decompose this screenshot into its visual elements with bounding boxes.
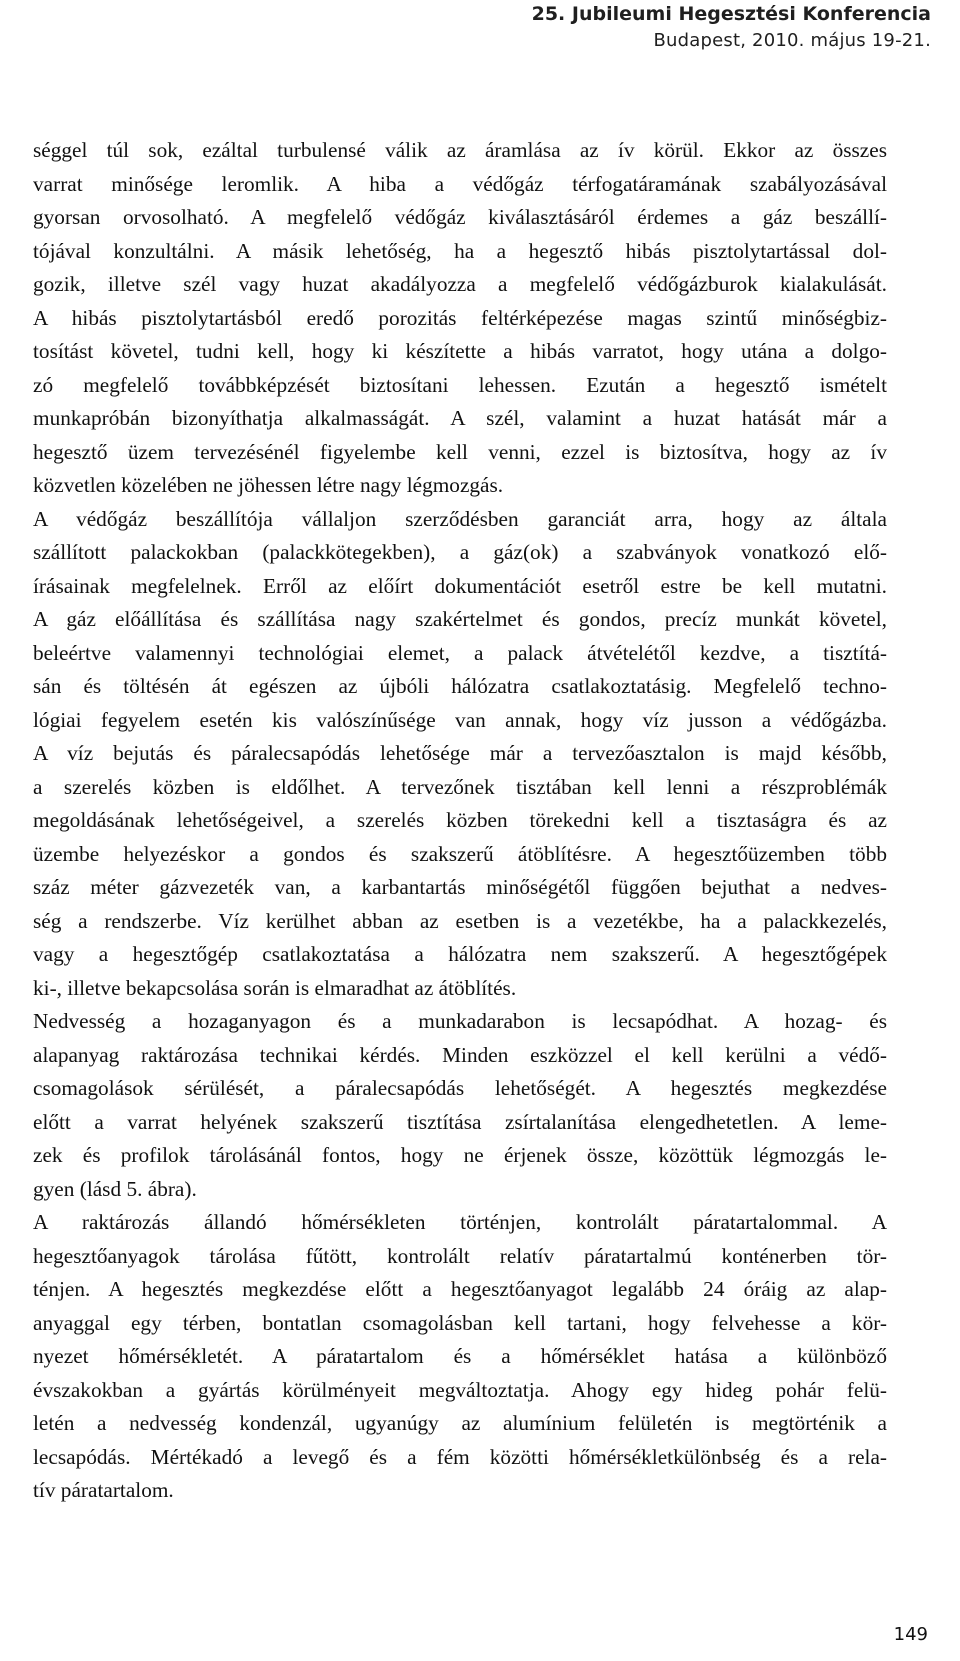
text-line: nyezet hőmérsékletét. A páratartalom és a hőmérséklet hatása a különböző — [33, 1344, 887, 1368]
text-line: anyaggal egy térben, bontatlan csomagolásban kell tartani, hogy felvehesse a kör- — [33, 1310, 887, 1335]
text-line: tív páratartalom. — [33, 1478, 174, 1502]
text-line: munkapróbán bizonyíthatja alkalmasságát. A szél, valamint a huzat hatását már a — [33, 406, 887, 430]
text-line: ténjen. A hegesztés megkezdése előtt a hegesztőanyagot legalább 24 óráig az alap- — [33, 1277, 887, 1301]
text-line: letén a nedvesség kondenzál, ugyanúgy az alumínium felületén is megtörténik a — [33, 1411, 887, 1435]
text-line: A raktározás állandó hőmérsékleten történjen, kontrolált páratartalommal. A — [33, 1210, 887, 1234]
text-line: ki-, illetve bekapcsolása során is elmaradhat az átöblítés. — [33, 975, 517, 1000]
text-line: alapanyag raktározása technikai kérdés. Minden eszközzel el kell kerülni a védő- — [33, 1042, 887, 1067]
text-line: A védőgáz beszállítója vállaljon szerződésben garanciát arra, hogy az általa — [33, 506, 887, 531]
text-line: zó megfelelő továbbképzését biztosítani lehessen. Ezután a hegesztő ismételt — [33, 372, 887, 397]
text-line: varrat minősége leromlik. A hiba a védőgáz térfogatáramának szabályozásával — [33, 171, 887, 196]
text-line: üzembe helyezéskor a gondos és szakszerű átöblítésre. A hegesztőüzemben több — [33, 841, 887, 866]
text-line: tosítást követel, tudni kell, hogy ki készítette a hibás varratot, hogy utána a dolgo- — [33, 339, 887, 363]
text-line: hegesztőanyagok tárolása fűtött, kontrolált relatív páratartalmú konténerben tör- — [33, 1243, 887, 1268]
text-line: évszakokban a gyártás körülményeit megváltoztatja. Ahogy egy hideg pohár felü- — [33, 1377, 887, 1402]
conference-title: 25. Jubileumi Hegesztési Konferencia — [531, 3, 931, 25]
text-line: A gáz előállítása és szállítása nagy szakértelmet és gondos, precíz munkát követel, — [33, 607, 887, 631]
text-line: közvetlen közelében ne jöhessen létre nagy légmozgás. — [33, 473, 504, 497]
text-line: tójával konzultálni. A másik lehetőség, ha a hegesztő hibás pisztolytartással dol- — [33, 238, 887, 263]
text-line: írásainak megfelelnek. Erről az előírt dokumentációt esetről estre be kell mutatni. — [33, 573, 887, 598]
text-line: beleértve valamennyi technológiai elemet, a palack átvételétől kezdve, a tisztítá- — [33, 640, 887, 665]
text-line: megoldásának lehetőségeivel, a szerelés közben törekedni kell a tisztaságra és az — [33, 808, 887, 832]
text-line: szállított palackokban (palackkötegekben), a gáz(ok) a szabványok vonatkozó elő- — [33, 540, 887, 564]
text-line: gyorsan orvosolható. A megfelelő védőgáz kiválasztásáról érdemes a gáz beszállí- — [33, 205, 887, 229]
body-text — [33, 134, 887, 1508]
text-line: sán és töltésén át egészen az újbóli hálózatra csatlakoztatásig. Megfelelő techno- — [33, 674, 887, 698]
text-line: gyen (lásd 5. ábra). — [33, 1176, 197, 1201]
text-line: száz méter gázvezeték van, a karbantartás minőségétől függően bejuthat a nedves- — [33, 875, 887, 899]
text-line: lógiai fegyelem esetén kis valószínűsége van annak, hogy víz jusson a védőgázba. — [33, 707, 887, 732]
text-line: gozik, illetve szél vagy huzat akadályozza a megfelelő védőgázburok kialakulását. — [33, 272, 887, 296]
text-line: Nedvesség a hozaganyagon és a munkadarabon is lecsapódhat. A hozag- és — [33, 1009, 887, 1033]
text-line: A hibás pisztolytartásból eredő porozitás feltérképezése magas szintű minőségbiz- — [33, 305, 887, 330]
text-line: zek és profilok tárolásánál fontos, hogy ne érjenek össze, közöttük légmozgás le- — [33, 1143, 887, 1167]
text-line: előtt a varrat helyének szakszerű tisztítása zsírtalanítása elengedhetetlen. A leme- — [33, 1109, 887, 1134]
page-number: 149 — [893, 1624, 928, 1645]
text-line: csomagolások sérülését, a páralecsapódás lehetőségét. A hegesztés megkezdése — [33, 1076, 887, 1100]
conference-place-date: Budapest, 2010. május 19-21. — [653, 30, 931, 51]
text-line: a szerelés közben is eldőlhet. A tervezőnek tisztában kell lenni a részproblémák — [33, 774, 887, 799]
text-line: A víz bejutás és páralecsapódás lehetősége már a tervezőasztalon is majd később, — [33, 741, 887, 765]
text-line: séggel túl sok, ezáltal turbulensé válik az áramlása az ív körül. Ekkor az összes — [33, 138, 887, 162]
running-header — [532, 0, 931, 53]
text-line: lecsapódás. Mértékadó a levegő és a fém közötti hőmérsékletkülönbség és a rela- — [33, 1444, 887, 1469]
text-line: vagy a hegesztőgép csatlakoztatása a hálózatra nem szakszerű. A hegesztőgépek — [33, 942, 887, 966]
text-line: ség a rendszerbe. Víz kerülhet abban az esetben is a vezetékbe, ha a palackkezelés, — [33, 908, 887, 933]
text-line: hegesztő üzem tervezésénél figyelembe kell venni, ezzel is biztosítva, hogy az ív — [33, 439, 887, 464]
